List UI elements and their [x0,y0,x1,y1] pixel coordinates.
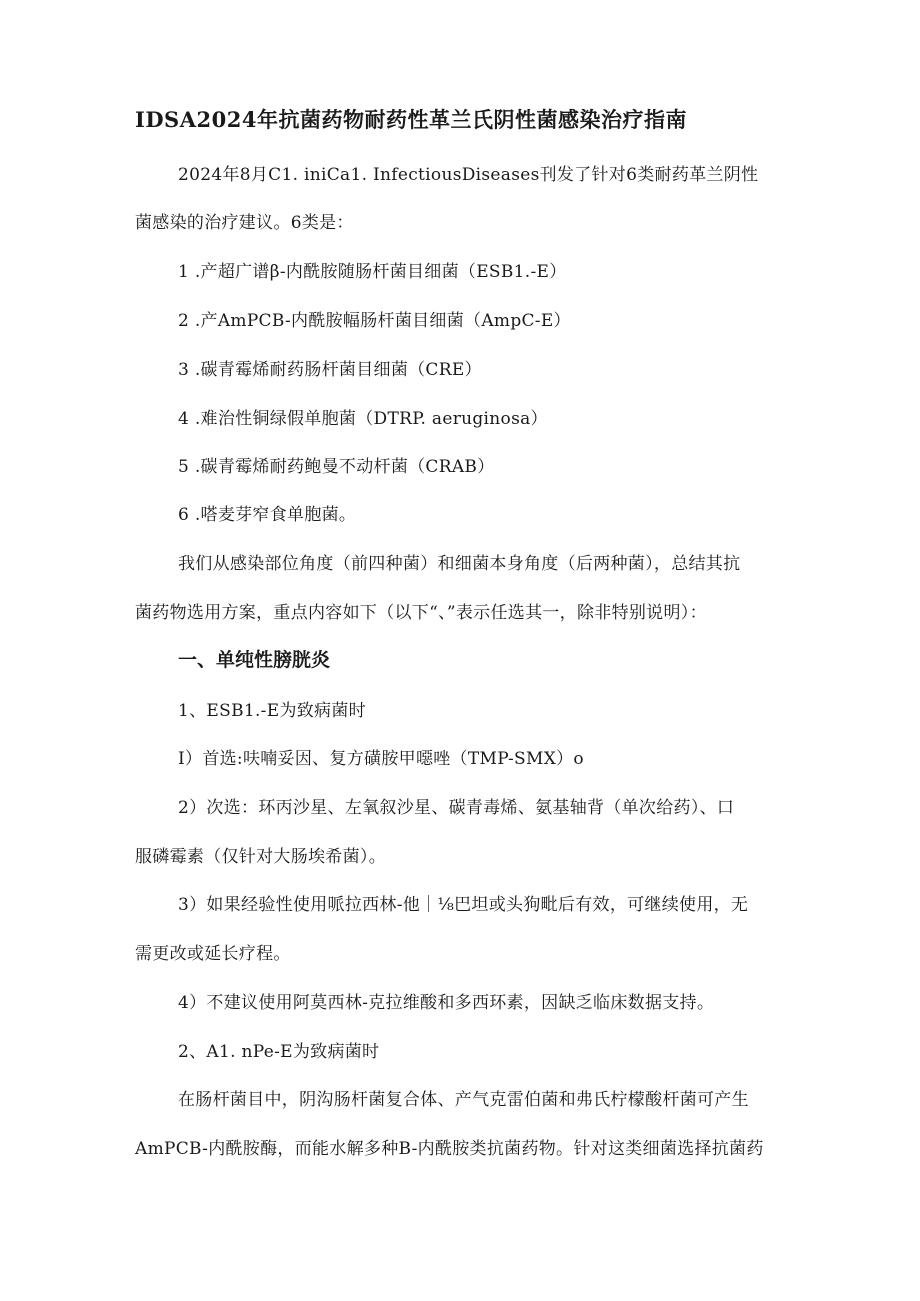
subsection-heading: 2、A1. nPe-E为致病菌时 [178,1042,380,1062]
intro-line-1: 2024年8月C1. iniCa1. InfectiousDiseases刊发了针对6类耐药革兰阴性 [178,165,759,185]
document-title: IDSA2024年抗菌药物耐药性革兰氏阴性菌感染治疗指南 [135,107,687,132]
summary-line-1: 我们从感染部位角度（前四种菌）和细菌本身角度（后两种菌），总结其抗 [178,554,741,574]
paragraph-line-1: 在肠杆菌目中，阴沟肠杆菌复合体、产气克雷伯菌和弗氏柠檬酸杆菌可产生 [178,1090,749,1110]
intro-line-2: 菌感染的治疗建议。6类是： [135,213,354,233]
recommendation-item: I）首选:呋喃妥因、复方磺胺甲噁唑（TMP-SMX）o [178,749,584,769]
summary-line-2: 菌药物选用方案，重点内容如下（以下“、”表示任选其一，除非特别说明）： [135,603,707,623]
list-item: 5 .碳青霉烯耐药鲍曼不动杆菌（CRAB） [178,457,495,477]
list-item: 2 .产AmPCB-内酰胺幅肠杆菌目细菌（AmpC-E） [178,311,571,331]
list-item: 6 .嗒麦芽窄食单胞菌。 [178,505,357,525]
recommendation-item-continued: 服磷霉素（仅针对大肠埃希菌）。 [135,847,386,867]
subsection-heading: 1、ESB1.-E为致病菌时 [178,701,366,721]
recommendation-item: 4）不建议使用阿莫西林-克拉维酸和多西环素，因缺乏临床数据支持。 [178,993,715,1013]
section-heading: 一、单纯性膀胱炎 [178,649,331,671]
recommendation-item: 2）次选：环丙沙星、左氧叙沙星、碳青毒烯、氨基轴背（单次给药）、口 [178,798,735,818]
list-item: 1 .产超广谱β-内酰胺随肠杆菌目细菌（ESB1.-E） [178,262,567,282]
recommendation-item: 3）如果经验性使用哌拉西林-他｜⅛巴坦或头狗毗后有效，可继续使用，无 [178,895,749,915]
list-item: 3 .碳青霉烯耐药肠杆菌目细菌（CRE） [178,360,482,380]
list-item: 4 .难治性铜绿假单胞菌（DTRP. aeruginosa） [178,409,548,429]
recommendation-item-continued: 需更改或延长疗程。 [135,944,291,964]
paragraph-line-2: AmPCB-内酰胺酶，而能水解多种B-内酰胺类抗菌药物。针对这类细菌选择抗菌药 [135,1139,764,1159]
